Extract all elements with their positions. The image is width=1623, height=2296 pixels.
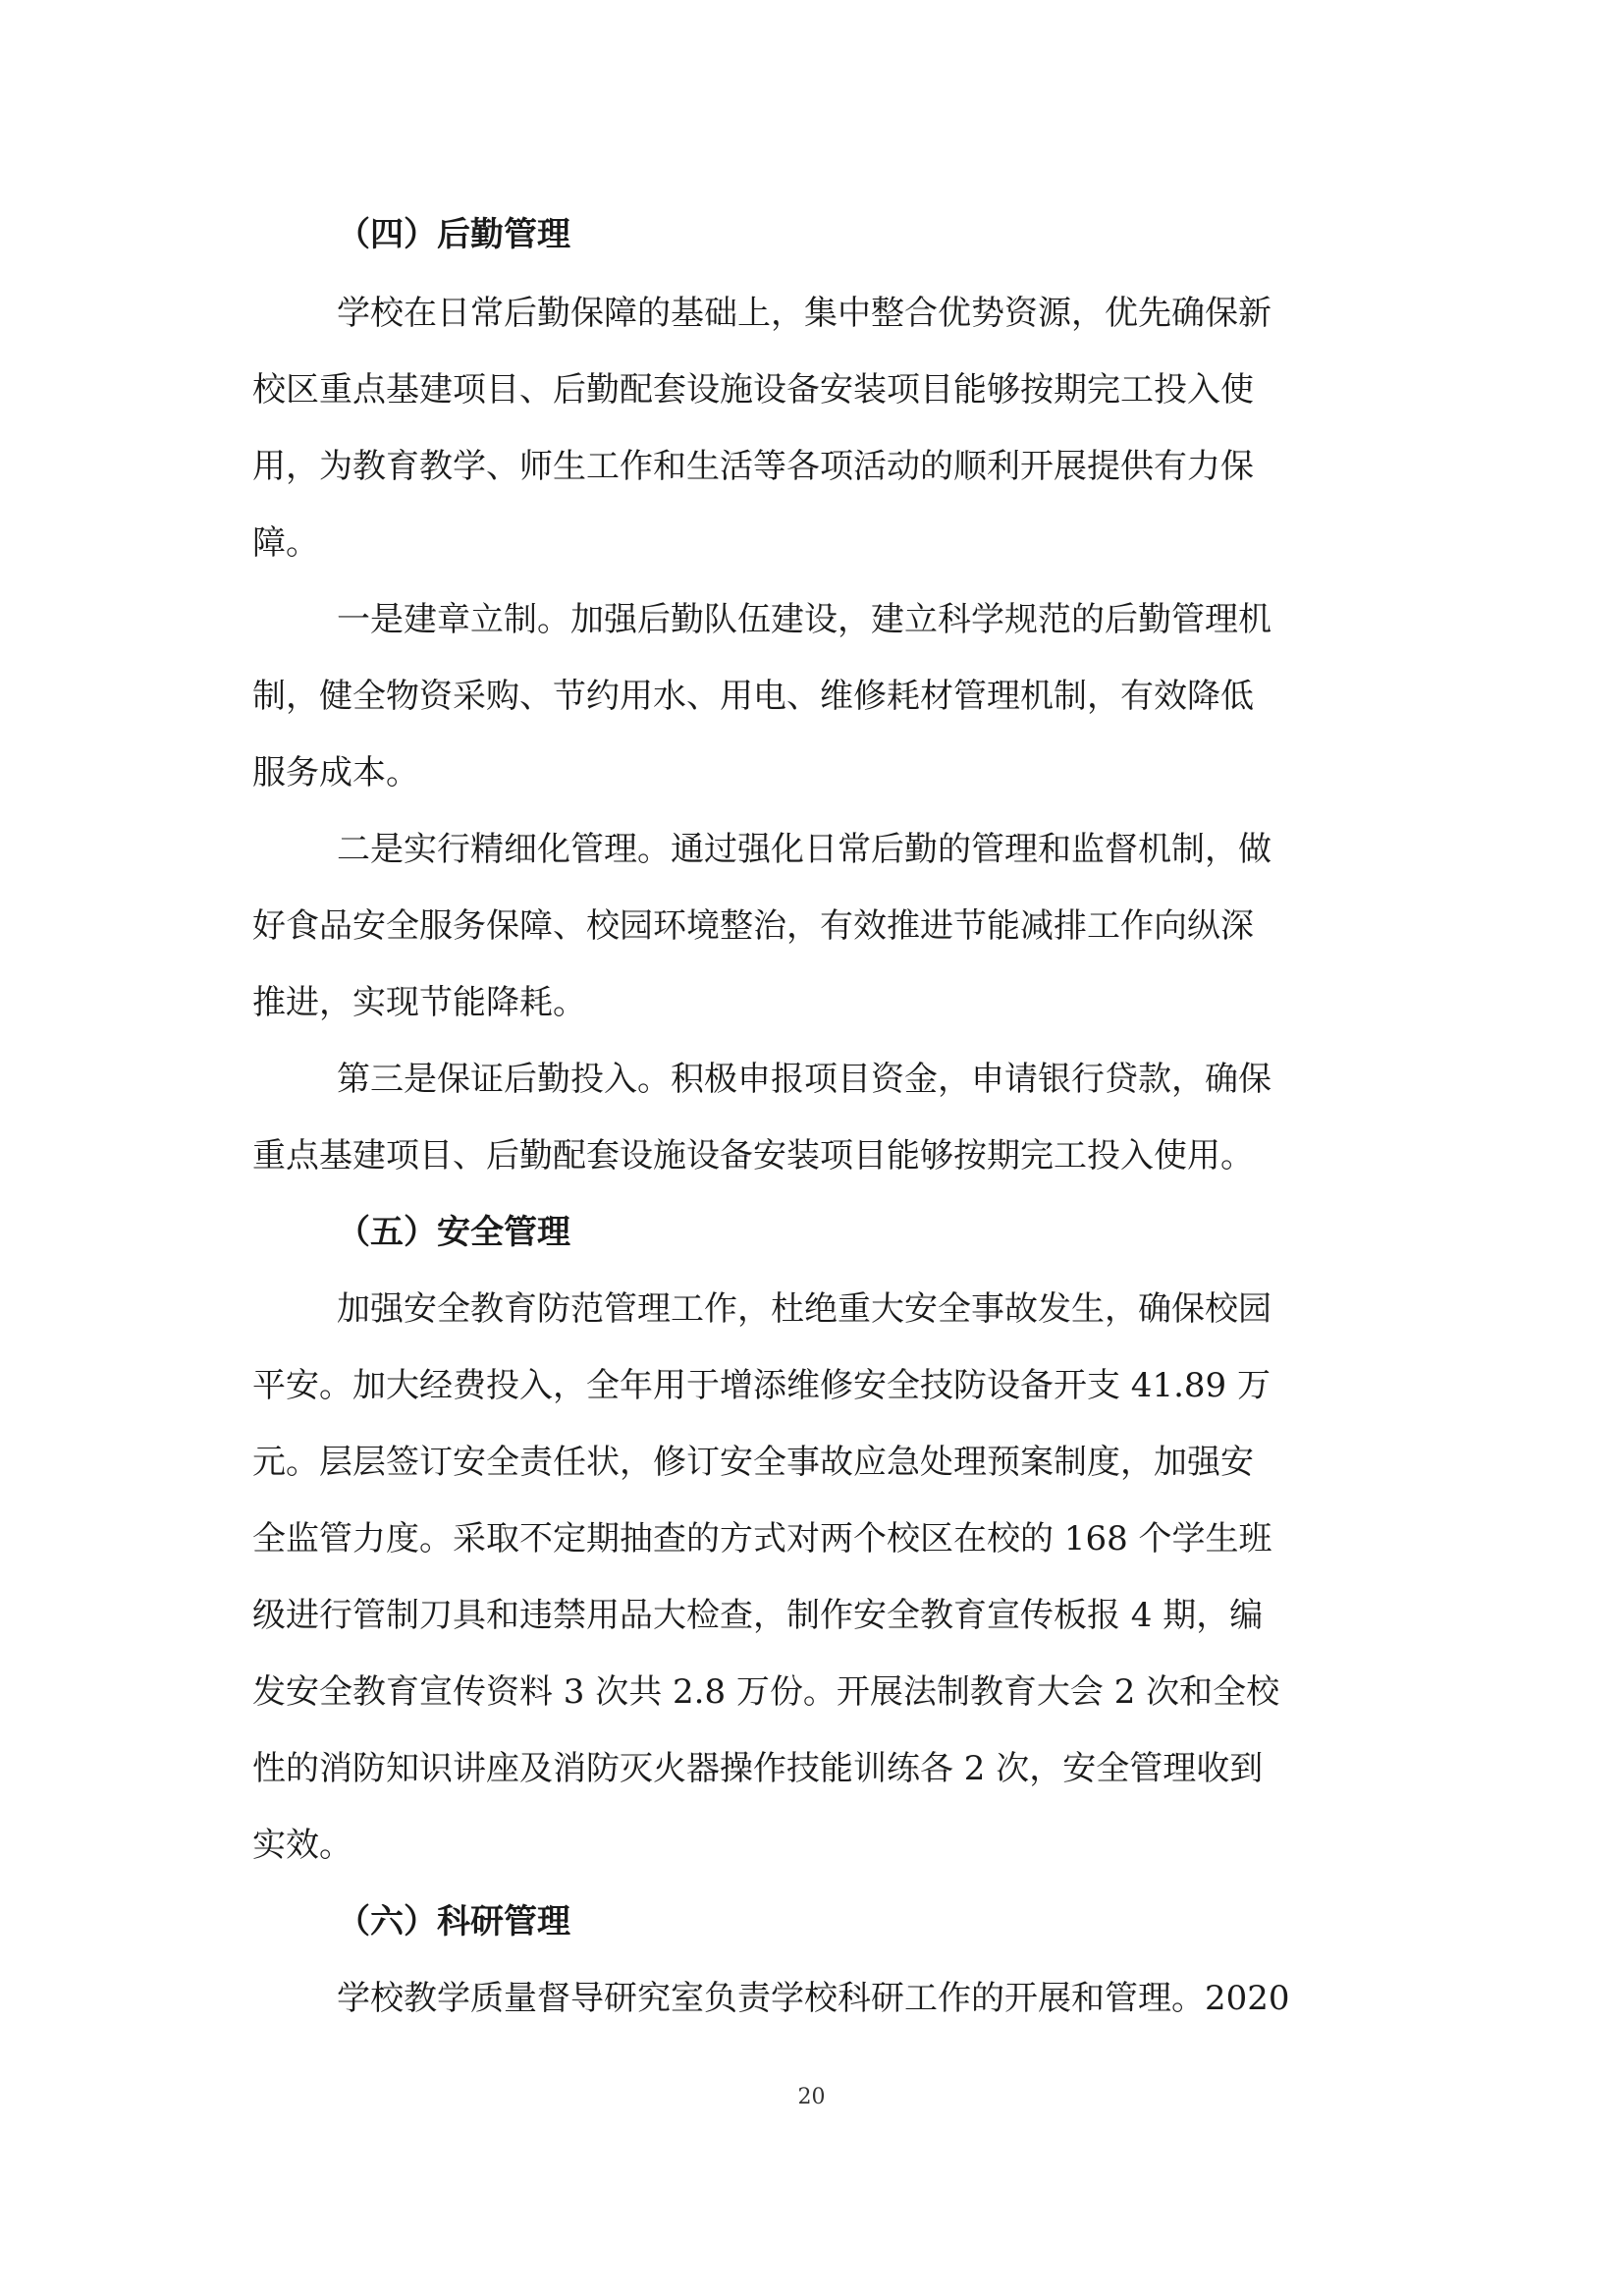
paragraph-line: 第三是保证后勤投入。积极申报项目资金，申请银行贷款，确保	[337, 1060, 1271, 1099]
paragraph-line: 性的消防知识讲座及消防灭火器操作技能训练各 2 次，安全管理收到	[252, 1749, 1264, 1788]
paragraph-line: 元。层层签订安全责任状，修订安全事故应急处理预案制度，加强安	[252, 1443, 1254, 1482]
paragraph-line: 制，健全物资采购、节约用水、用电、维修耗材管理机制，有效降低	[252, 677, 1254, 716]
paragraph-line: 服务成本。	[252, 753, 419, 793]
paragraph-line: 校区重点基建项目、后勤配套设施设备安装项目能够按期完工投入使	[252, 370, 1254, 410]
page-number: 20	[797, 2085, 826, 2109]
paragraph-line: 重点基建项目、后勤配套设施设备安装项目能够按期完工投入使用。	[252, 1136, 1254, 1175]
paragraph-line: 发安全教育宣传资料 3 次共 2.8 万份。开展法制教育大会 2 次和全校	[252, 1672, 1280, 1712]
paragraph-line: 平安。加大经费投入，全年用于增添维修安全技防设备开支 41.89 万	[252, 1366, 1271, 1405]
paragraph-line: 二是实行精细化管理。通过强化日常后勤的管理和监督机制，做	[337, 830, 1271, 869]
section-heading-logistics: （四）后勤管理	[337, 215, 570, 254]
paragraph-line: 实效。	[252, 1826, 352, 1865]
paragraph-line: 学校教学质量督导研究室负责学校科研工作的开展和管理。2020	[337, 1979, 1290, 2018]
paragraph-line: 推进，实现节能降耗。	[252, 983, 586, 1022]
paragraph-line: 好食品安全服务保障、校园环境整治，有效推进节能减排工作向纵深	[252, 906, 1254, 946]
paragraph-line: 障。	[252, 523, 319, 563]
paragraph-line: 学校在日常后勤保障的基础上，集中整合优势资源，优先确保新	[337, 294, 1271, 333]
section-heading-safety: （五）安全管理	[337, 1213, 570, 1252]
section-heading-research: （六）科研管理	[337, 1902, 570, 1941]
paragraph-line: 用，为教育教学、师生工作和生活等各项活动的顺利开展提供有力保	[252, 447, 1254, 486]
paragraph-line: 一是建章立制。加强后勤队伍建设，建立科学规范的后勤管理机	[337, 600, 1271, 639]
paragraph-line: 加强安全教育防范管理工作，杜绝重大安全事故发生，确保校园	[337, 1289, 1271, 1329]
paragraph-line: 全监管力度。采取不定期抽查的方式对两个校区在校的 168 个学生班	[252, 1519, 1272, 1558]
paragraph-line: 级进行管制刀具和违禁用品大检查，制作安全教育宣传板报 4 期，编	[252, 1596, 1264, 1635]
